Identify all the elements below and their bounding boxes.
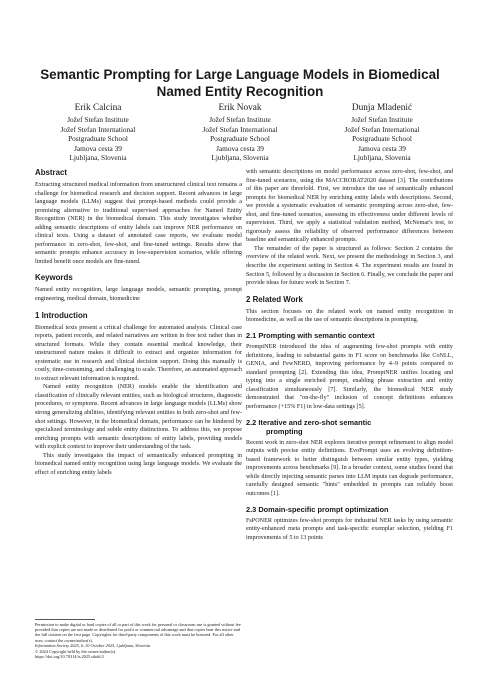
subsection-2-2-paragraph: Recent work in zero-shot NER explores iterative prompt refinement to align model outputs with precise entity definitions. EvoPrompt uses an evolving definition-based framework to better distinguish between similar entity types, yielding improvements across benchmarks [9]. In a broader context, some studies found that while directly injecting semantic parses into LLM inputs can degrade performance, carefully designed semantic "hints" embedded in prompts can reliably boost outcomes [1]. xyxy=(246,439,453,498)
author-address: Jamova cesta 39 xyxy=(74,143,122,153)
intro-paragraph: Biomedical texts present a critical challenge for automated analysis. Clinical case reports, patient records, and related narratives are written in free text rather than in structured formats. While they contain essential medical knowledge, their unstructured nature makes it difficult to extract and organize information for systematic use in research and clinical decision support. Doing this manually is costly, time-consuming, and challenging to scale. Therefore, an automated approach to extract relevant information is required. xyxy=(35,324,242,382)
author-affiliation: Jožef Stefan Institute xyxy=(67,115,129,124)
author-address: Jamova cesta 39 xyxy=(216,143,264,153)
copyright-line: © 2024 Copyright held by the owner/author(s). xyxy=(35,648,117,654)
author-city: Ljubljana, Slovenia xyxy=(353,153,411,163)
subsection-2-3-paragraph: FsPONER optimizes few-shot prompts for industrial NER tasks by using semantic entity-enhanced meta prompts and task-specific exemplar selection, yielding F1 improvements of 5 to 13 points xyxy=(246,517,453,541)
permission-notice: Permission to make digital or hard copies of all or part of this work for personal or classroom use is granted without fee provided that copies are not made or distributed for profit or commercial advantage and that copies bear this notice and the full citation on the first page. Copyrights for third-party components of this work must be honored. For all other uses, contact the owner/author(s). xyxy=(35,621,241,643)
title-line-1: Semantic Prompting for Large Language Models in Biomedical xyxy=(40,67,440,82)
related-work-heading: 2 Related Work xyxy=(246,294,303,304)
author-block xyxy=(28,103,452,163)
keywords-heading: Keywords xyxy=(35,273,73,283)
author-affiliation: Jožef Stefan International xyxy=(202,124,278,134)
subsection-2-2-heading-line: 2.2 Iterative and zero-shot semantic xyxy=(246,417,372,427)
footnote-block xyxy=(35,619,242,659)
author-affiliation: Jožef Stefan International xyxy=(60,124,136,134)
author-name: Erik Calcina xyxy=(74,103,122,113)
intro-paragraph: with semantic descriptions on model performance across zero-shot, few-shot, and fine-tuned scenarios, using the MACCROBAT2020 dataset [3]. The contributions of this paper are threefold. First, we introduce the use of semantically enhanced prompts for biomedical NER by enriching entity labels with descriptions. Second, we provide a systematic evaluation of semantic prompting across zero-shot, few-shot, and fine-tuned scenarios, assessing its effectiveness under different levels of supervision. Third, we apply a statistical validation method, McNemar's test, to rigorously assess the reliability of observed performance differences between baseline and semantically enhanced prompts. xyxy=(246,169,453,244)
venue-line: Information Society 2025, 6–10 October 2025, Ljubljana, Slovenia xyxy=(35,643,151,649)
author-affiliation: Jožef Stefan Institute xyxy=(351,115,413,124)
author-2 xyxy=(170,103,310,163)
author-1 xyxy=(28,103,168,163)
right-column xyxy=(246,168,453,542)
author-3 xyxy=(312,103,452,163)
author-name: Erik Novak xyxy=(218,103,262,113)
keywords-text: Named entity recognition, large language models, semantic prompting, prompt engineering, medical domain, biomedicine xyxy=(35,287,242,303)
intro-paragraph: This study investigates the impact of semantically enhanced prompting in biomedical named entity recognition using large language models. We evaluate the effect of enriching entity labels xyxy=(35,452,242,476)
title-line-2: Named Entity Recognition xyxy=(156,84,324,99)
doi-link[interactable]: https://doi.org/10.70314/is.2025.sikdd.3 xyxy=(35,653,104,659)
author-address: Jamova cesta 39 xyxy=(358,143,406,153)
paper-title xyxy=(28,66,452,100)
abstract-text: Extracting structured medical information from unstructured clinical text remains a challenge for biomedical research and decision support. Recent advances in large language models (LLMs) suggest that prompt-based methods could provide a promising alternative to traditional supervised approaches for Named Entity Recognition (NER) in the biomedical domain. This study investigates whether adding semantic descriptions of entity labels can improve NER performance on clinical texts. Using a dataset of annotated case reports, we evaluate model performance in zero-shot, few-shot, and fine-tuned settings. Results show that semantic prompts enhance accuracy in low-supervision scenarios, while offering limited benefit once models are fine-tuned. xyxy=(35,182,242,265)
left-column xyxy=(35,168,242,477)
author-affiliation: Postgraduate School xyxy=(210,134,270,144)
abstract-heading: Abstract xyxy=(35,168,68,177)
footnote-rule xyxy=(35,619,95,620)
author-affiliation: Postgraduate School xyxy=(352,134,412,144)
subsection-2-3-heading: 2.3 Domain-specific prompt optimization xyxy=(246,505,389,515)
author-city: Ljubljana, Slovenia xyxy=(211,153,269,163)
intro-paragraph: Named entity recognition (NER) models enable the identification and classification of clinically relevant entities, such as biological structures, diagnostic procedures, or symptoms. Recent advances in large language models (LLMs) show strong generalizing abilities, identifying relevant entities in both zero-shot and few-shot settings. However, in the biomedical domain, performance can be hindered by specialized terminology and subtle entity distinctions. To address this, we propose enriching prompts with semantic descriptions of entity labels, providing models with explicit context to improve their understanding of the task. xyxy=(35,384,242,451)
introduction-heading: 1 Introduction xyxy=(35,310,88,320)
author-affiliation: Jožef Stefan International xyxy=(344,124,420,134)
author-affiliation: Postgraduate School xyxy=(68,134,128,144)
subsection-2-2-heading xyxy=(246,418,453,436)
subsection-2-1-paragraph: PromptNER introduced the idea of augmenting few-shot prompts with entity definitions, leading to substantial gains in F1 score on benchmarks like CoNLL, GENIA, and FewNERD, improving performance by 4–9 points compared to standard prompting [2]. Extending this idea, PromptNER unifies locating and typing into a single enriched prompt, enabling phrase extraction and entity classification simultaneously [7]. Similarly, the biomedical NER study demonstrated that "on-the-fly" inclusion of concept definitions enhances performance (+15% F1) in low-data settings [5]. xyxy=(246,343,453,410)
subsection-2-2-heading-line: prompting xyxy=(266,427,303,437)
related-work-paragraph: This section focuses on the related work on named entity recognition in biomedicine, as well as the use of semantic descriptions in prompting. xyxy=(246,308,453,324)
author-name: Dunja Mladenić xyxy=(351,103,413,113)
author-city: Ljubljana, Slovenia xyxy=(69,153,127,163)
subsection-2-1-heading: 2.1 Prompting with semantic context xyxy=(246,331,375,341)
author-affiliation: Jožef Stefan Institute xyxy=(209,115,271,124)
intro-paragraph: The remainder of the paper is structured as follows: Section 2 contains the overview of the related work. Next, we present the methodology in Section 3, and describe the experiment setting in Section 4. The experiment results are found in Section 5, followed by a discussion in Section 6. Finally, we conclude the paper and provide ideas for future work in Section 7. xyxy=(246,245,453,287)
